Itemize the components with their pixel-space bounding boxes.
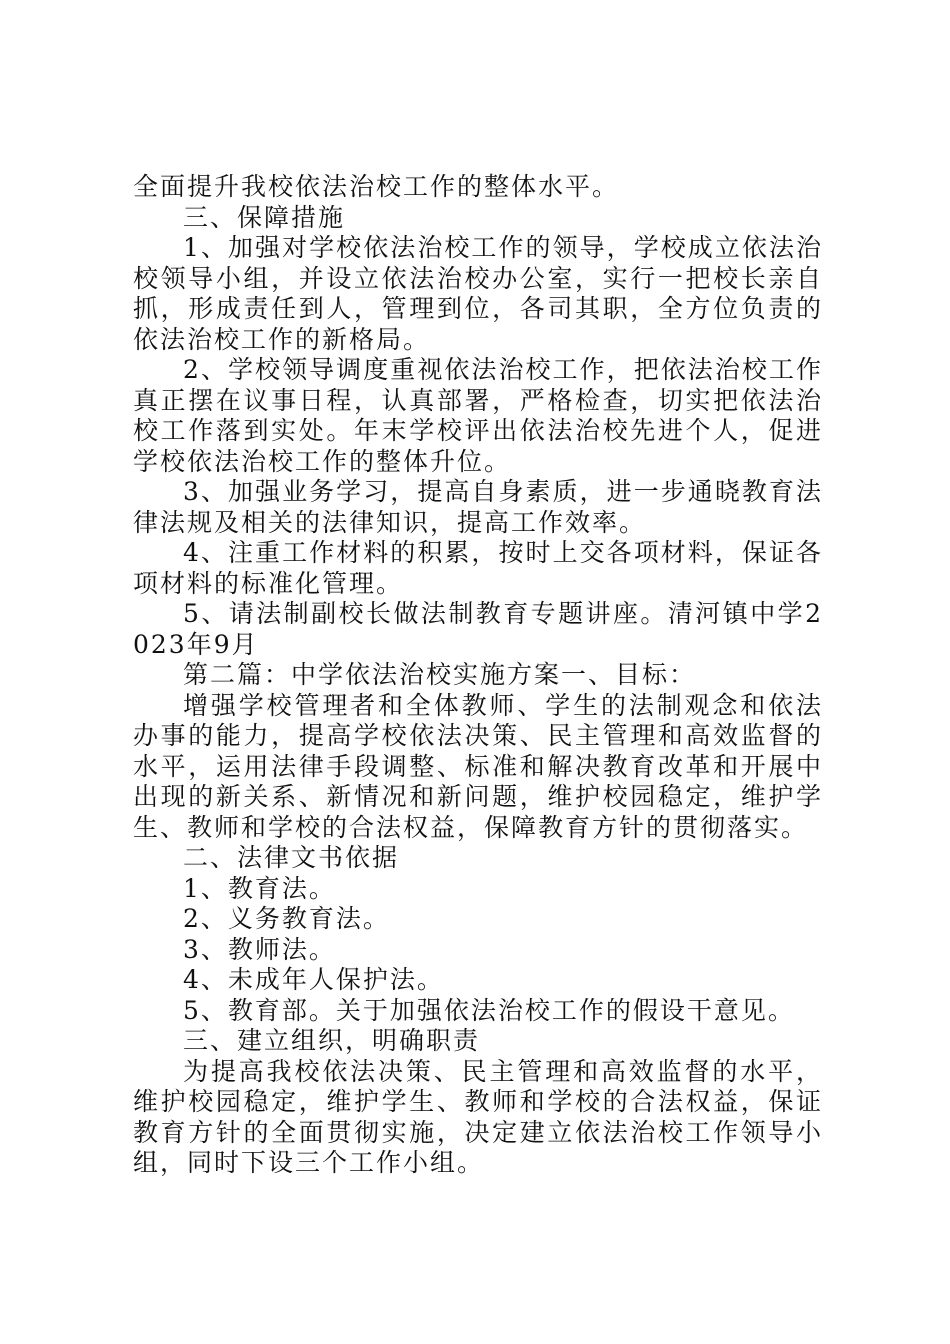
section-heading-legal-basis: 二、法律文书依据 [183,843,400,872]
paragraph-measure-4: 4、注重工作材料的积累，按时上交各项材料，保证各项材料的标准化管理。 [133,538,823,598]
list-item-law-4: 4、未成年人保护法。 [183,965,444,994]
document-body [133,172,823,1179]
paragraph-goal: 增强学校管理者和全体教师、学生的法制观念和依法办事的能力，提高学校依法决策、民主管理和高效监督的水平，运用法律手段调整、标准和解决教育改革和开展中出现的新关系、新情况和新问题，维护校园稳定，维护学生、教师和学校的合法权益，保障教育方针的贯彻落实。 [133,690,823,842]
section-heading-organization: 三、建立组织，明确职责 [183,1026,481,1055]
paragraph-measure-3: 3、加强业务学习，提高自身素质，进一步通晓教育法律法规及相关的法律知识，提高工作效率。 [133,477,823,537]
paragraph-measure-2: 2、学校领导调度重视依法治校工作，把依法治校工作真正摆在议事日程，认真部署，严格检查，切实把依法治校工作落到实处。年末学校评出依法治校先进个人，促进学校依法治校工作的整体升位。 [133,355,823,476]
list-item-law-2: 2、义务教育法。 [183,904,390,933]
section-heading-part-two: 第二篇：中学依法治校实施方案一、目标： [183,660,697,689]
list-item-law-1: 1、教育法。 [183,873,336,903]
section-heading-safeguards: 三、保障措施 [183,202,346,232]
paragraph-organization: 为提高我校依法决策、民主管理和高效监督的水平，维护校园稳定，维护学生、教师和学校的合法权益，保证教育方针的全面贯彻实施，决定建立依法治校工作领导小组，同时下设三个工作小组。 [133,1056,823,1177]
paragraph-measure-1: 1、加强对学校依法治校工作的领导，学校成立依法治校领导小组，并设立依法治校办公室，实行一把校长亲自抓，形成责任到人，管理到位，各司其职，全方位负责的依法治校工作的新格局。 [133,233,823,354]
list-item-law-3: 3、教师法。 [183,934,336,964]
paragraph-measure-5: 5、请法制副校长做法制教育专题讲座。清河镇中学2023年9月 [133,599,823,659]
list-item-law-5: 5、教育部。关于加强依法治校工作的假设干意见。 [183,995,795,1025]
paragraph-1: 全面提升我校依法治校工作的整体水平。 [133,172,620,201]
